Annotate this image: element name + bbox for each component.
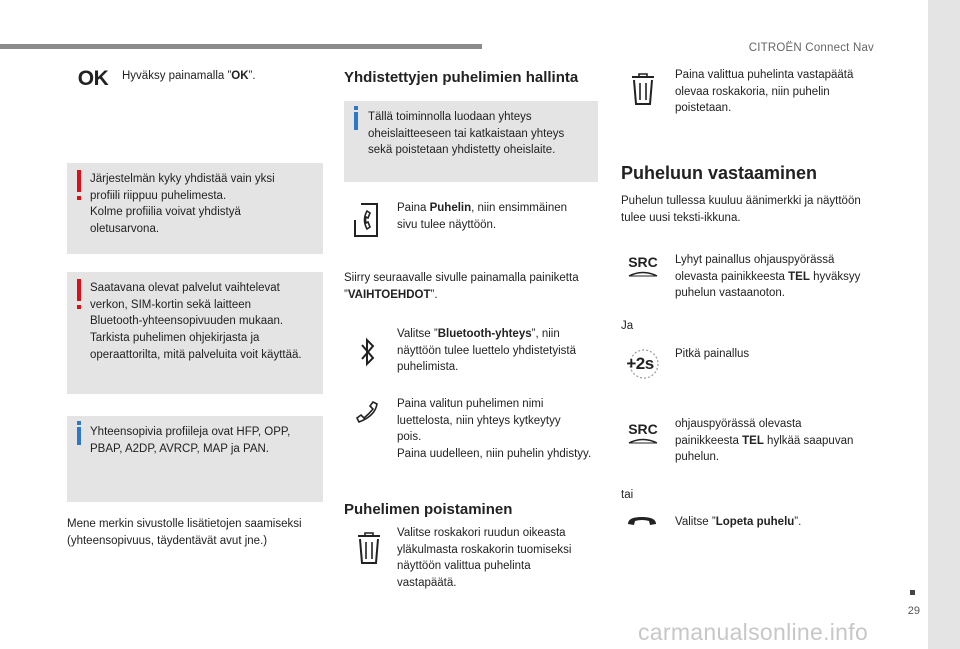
bluetooth-icon bbox=[358, 334, 378, 370]
end-call-instruction: Valitse ”Lopeta puhelu”. bbox=[675, 516, 802, 528]
src-button-icon: SRC bbox=[625, 251, 661, 281]
page-marker bbox=[910, 590, 915, 595]
warning-icon bbox=[77, 170, 81, 192]
info-note-profiles: Yhteensopivia profiileja ovat HFP, OPP, PBAP, A2DP, AVRCP, MAP ja PAN. bbox=[67, 416, 323, 502]
section-title-answer: Puheluun vastaaminen bbox=[621, 163, 818, 183]
top-rule bbox=[0, 44, 482, 49]
warning-icon bbox=[77, 279, 81, 301]
page-number: 29 bbox=[907, 605, 920, 617]
short-press-instruction: Lyhyt painallus ohjauspyörässä olevasta painikkeesta TEL hyväksyy puhelun vastaanoton. bbox=[675, 254, 861, 300]
tai-text: tai bbox=[621, 489, 634, 501]
info-icon bbox=[77, 427, 81, 445]
section-title-remove: Puhelimen poistaminen bbox=[344, 501, 513, 518]
long-press-text: Pitkä painallus bbox=[675, 348, 750, 360]
ok-icon: OK bbox=[77, 66, 109, 90]
ok-instruction: Hyväksy painamalla ”OK”. bbox=[122, 70, 256, 82]
website-hint: Mene merkin sivustolle lisätietojen saamiseksi (yhteensopivuus, täydentävät avut jne.) bbox=[67, 518, 302, 547]
ja-text: Ja bbox=[621, 320, 634, 332]
header-title: CITROËN Connect Nav bbox=[748, 42, 874, 54]
select-phone-instruction: Paina valitun puhelimen nimi luettelosta, niin yhteys kytkeytyy pois. Paina uudelleen, niin puhelin yhdistyy. bbox=[397, 398, 592, 461]
phone-icon bbox=[350, 199, 382, 241]
reject-instruction: ohjauspyörässä olevasta painikkeesta TEL hylkää saapuvan puhelun. bbox=[675, 418, 854, 464]
remove-instruction: Valitse roskakori ruudun oikeasta yläkulmasta roskakorin tuomiseksi näyttöön valittua puhelinta vastapäätä. bbox=[397, 527, 572, 590]
trash-icon bbox=[629, 71, 657, 107]
trash-instruction: Paina valittua puhelinta vastapäätä olevaa roskakoria, niin puhelin poistetaan. bbox=[675, 69, 854, 115]
phone-instruction: Paina Puhelin, niin ensimmäinen sivu tulee näyttöön. bbox=[397, 202, 568, 231]
options-instruction: Siirry seuraavalle sivulle painamalla painiketta ”VAIHTOEHDOT”. bbox=[344, 272, 579, 301]
hang-up-icon bbox=[625, 513, 659, 529]
plus-2s-icon: +2s bbox=[620, 348, 660, 380]
info-note-manage: Tällä toiminnolla luodaan yhteys oheislaitteeseen tai katkaistaan yhteys sekä poistetaan yhdistetty oheislaite. bbox=[344, 101, 598, 182]
section-title-manage: Yhdistettyjen puhelimien hallinta bbox=[344, 69, 579, 86]
src-button-icon: SRC bbox=[625, 418, 661, 448]
info-icon bbox=[354, 112, 358, 130]
page-side-strip bbox=[928, 0, 960, 649]
bluetooth-instruction: Valitse ”Bluetooth-yhteys”, niin näyttöön tulee luettelo yhdistetyistä puhelimista. bbox=[397, 328, 577, 374]
incoming-call-intro: Puhelun tullessa kuuluu äänimerkki ja näyttöön tulee uusi teksti-ikkuna. bbox=[621, 195, 861, 224]
warning-note-profiles: Järjestelmän kyky yhdistää vain yksi profiili riippuu puhelimesta. Kolme profiilia voivat yhdistyä oletusarvona. bbox=[67, 163, 323, 254]
handset-icon bbox=[354, 398, 382, 428]
trash-icon bbox=[355, 530, 383, 566]
watermark: carmanualsonline.info bbox=[638, 619, 869, 645]
warning-note-services: Saatavana olevat palvelut vaihtelevat verkon, SIM-kortin sekä laitteen Bluetooth-yhteensopivuuden mukaan. Tarkista puhelimen ohjekirjasta ja operaattorilta, mitä palveluita voit käyttää. bbox=[67, 272, 323, 394]
